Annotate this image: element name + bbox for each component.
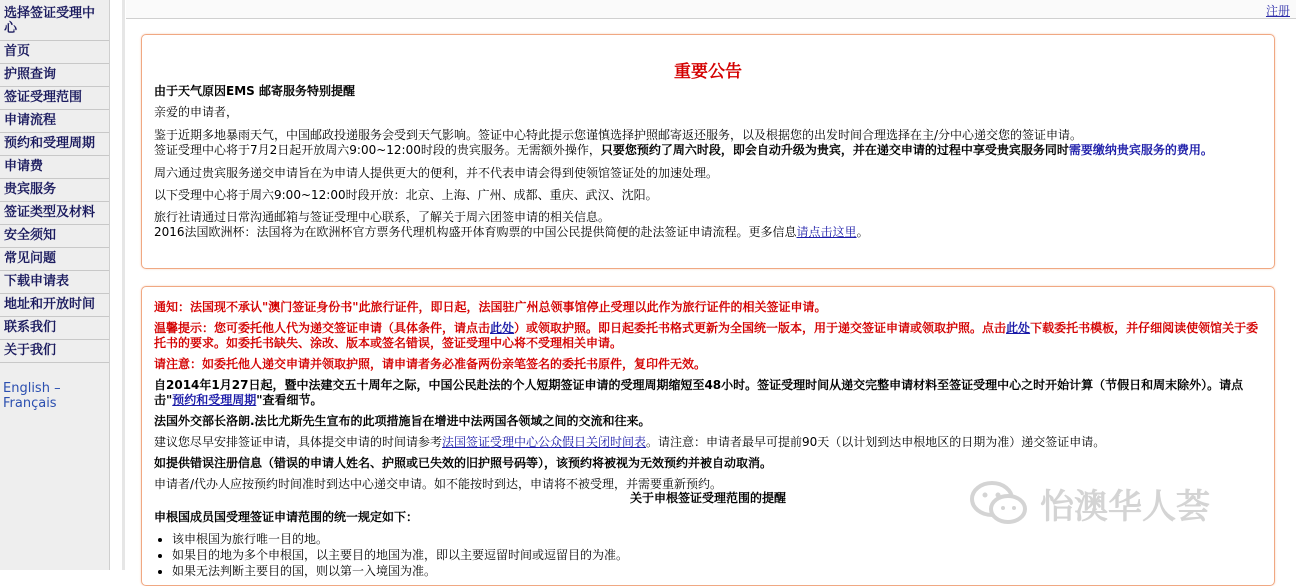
register-link[interactable]: 注册 bbox=[1265, 4, 1290, 18]
saturday-service bbox=[154, 143, 1262, 158]
sidebar-item-process[interactable]: 申请流程 bbox=[0, 110, 109, 133]
advise-a: 建议您尽早安排签证申请，具体提交申请的时间请参考 bbox=[154, 435, 443, 449]
scope-title: 关于申根签证受理范围的提醒 bbox=[629, 491, 786, 505]
list-item: • 该申根国为旅行唯一目的地。 bbox=[172, 531, 1262, 547]
tip-a: 温馨提示：您可委托他人代为递交签证申请（具体条件，请点击 bbox=[154, 321, 491, 335]
saturday-cities: 以下受理中心将于周六9:00~12:00时段开放：北京、上海、广州、成都、重庆、武汉、沈阳。 bbox=[154, 188, 658, 202]
wechat-icon bbox=[968, 479, 1030, 527]
watermark-text: 怡澳华人荟 bbox=[1040, 486, 1210, 527]
holiday-advice bbox=[154, 435, 1262, 450]
visa-notice-box bbox=[141, 286, 1275, 586]
list-item: • 如果无法判断主要目的国，则以第一入境国为准。 bbox=[172, 563, 1262, 579]
tip-b: ）或领取护照。即日起委托书格式更新为全国统一版本，用于递交签证申请或领取护照。点击 bbox=[514, 321, 1007, 335]
sidebar-item-passport-query[interactable]: 护照查询 bbox=[0, 64, 109, 87]
sidebar-item-address[interactable]: 地址和开放时间 bbox=[0, 294, 109, 317]
lang-french-link[interactable]: Français bbox=[3, 396, 57, 411]
greeting: 亲爱的申请者， bbox=[154, 105, 239, 119]
sidebar-item-contact[interactable]: 联系我们 bbox=[0, 317, 109, 340]
euro-end: 。 bbox=[856, 225, 869, 239]
sidebar-item-visa-scope[interactable]: 签证受理范围 bbox=[0, 87, 109, 110]
on-time-note: 申请者/代办人应按预约时间准时到达中心递交申请。如不能按时到达，申请将不被受理，并需要重新预约。 bbox=[154, 477, 723, 491]
sidebar-item-home[interactable]: 首页 bbox=[0, 41, 109, 64]
holiday-schedule-link[interactable]: 法国签证受理中心公众假日关闭时间表 bbox=[442, 435, 647, 449]
lang-english-link[interactable]: English bbox=[3, 381, 50, 396]
sidebar-item-safety[interactable]: 安全须知 bbox=[0, 225, 109, 248]
processing-period bbox=[154, 378, 1262, 408]
tip-c: 下载委托书模板，并仔细阅读使领馆关于委托书的要求。如委托书缺失、涂改、版本或签名错误，签证受理中心将不受理相关申请。 bbox=[154, 321, 1259, 350]
saturday-p1: 签证受理中心将于7月2日起开放周六9:00~12:00时段的贵宾服务。无需额外操作， bbox=[154, 143, 601, 157]
saturday-purpose: 周六通过贵宾服务递交申请旨在为申请人提供更大的便利，并不代表申请会得到使领馆签证处的加速处理。 bbox=[154, 166, 719, 180]
lang-separator: – bbox=[49, 381, 61, 396]
column-divider bbox=[122, 0, 125, 570]
agency-note: 旅行社请通过日常沟通邮箱与签证受理中心联系，了解关于周六团签申请的相关信息。 bbox=[154, 210, 611, 224]
macau-notice: 通知：法国现不承认"澳门签证身份书"此旅行证件，即日起，法国驻广州总领事馆停止受理以此作为旅行证件的相关签证申请。 bbox=[154, 300, 827, 314]
euro-text: 2016法国欧洲杯：法国将为在欧洲杯官方票务代理机构盛开体育购票的中国公民提供简便的赴法签证申请流程。更多信息 bbox=[154, 225, 797, 239]
watermark bbox=[968, 478, 1268, 528]
scope-list bbox=[172, 531, 1262, 579]
period-a: 自2014年1月27日起，暨中法建交五十周年之际，中国公民赴法的个人短期签证申请的受理周期缩短至48小时。签证受理时间从递交完整申请材料至签证受理中心之时开始计算（节假日和周末除外）。请点击" bbox=[154, 378, 1244, 407]
sidebar-item-visa-types[interactable]: 签证类型及材料 bbox=[0, 202, 109, 225]
ems-heading: 由于天气原因EMS 邮寄服务特别提醒 bbox=[154, 84, 355, 98]
proxy-tip bbox=[154, 321, 1262, 351]
saturday-p3: 需要缴纳贵宾服务的费用。 bbox=[1068, 143, 1213, 157]
sidebar-item-vip[interactable]: 贵宾服务 bbox=[0, 179, 109, 202]
advise-b: 。请注意：申请者最早可提前90天（以计划到达申根地区的日期为准）递交签证申请。 bbox=[646, 435, 1106, 449]
list-item: • 如果目的地为多个申根国，以主要目的地国为准，即以主要逗留时间或逗留目的为准。 bbox=[172, 547, 1262, 563]
sidebar-item-appointment[interactable]: 预约和受理周期 bbox=[0, 133, 109, 156]
sidebar-header: 选择签证受理中心 bbox=[0, 0, 109, 41]
tip-link-conditions[interactable]: 此处 bbox=[490, 321, 515, 335]
sidebar-item-faq[interactable]: 常见问题 bbox=[0, 248, 109, 271]
sidebar bbox=[0, 0, 110, 570]
fabius-note: 法国外交部长洛朗.法比尤斯先生宣布的此项措施旨在增进中法两国各领域之间的交流和往来。 bbox=[154, 414, 651, 428]
euro-cup-note bbox=[154, 225, 1262, 240]
scope-rule: 申根国成员国受理签证申请范围的统一规定如下： bbox=[154, 510, 419, 524]
tip-link-download[interactable]: 此处 bbox=[1006, 321, 1031, 335]
language-switcher bbox=[0, 363, 109, 411]
sidebar-item-fees[interactable]: 申请费 bbox=[0, 156, 109, 179]
notice-title: 重要公告 bbox=[674, 62, 742, 82]
period-b: "查看细节。 bbox=[256, 393, 323, 407]
proxy-note: 请注意：如委托他人递交申请并领取护照，请申请者务必准备两份亲笔签名的委托书原件，复印件无效。 bbox=[154, 357, 707, 371]
sidebar-item-about[interactable]: 关于我们 bbox=[0, 340, 109, 363]
top-bar bbox=[126, 0, 1296, 19]
saturday-p2: 只要您预约了周六时段，即会自动升级为贵宾，并在递交申请的过程中享受贵宾服务同时 bbox=[600, 143, 1069, 157]
period-link[interactable]: 预约和受理周期 bbox=[172, 393, 257, 407]
wrong-info-warning: 如提供错误注册信息（错误的申请人姓名、护照或已失效的旧护照号码等），该预约将被视为无效预约并被自动取消。 bbox=[154, 456, 773, 470]
important-notice-box bbox=[141, 34, 1275, 269]
ems-text: 鉴于近期多地暴雨天气，中国邮政投递服务会受到天气影响。签证中心特此提示您谨慎选择护照邮寄返还服务，以及根据您的出发时间合理选择在主/分中心递交您的签证申请。 bbox=[154, 128, 1083, 142]
euro-link[interactable]: 请点击这里 bbox=[796, 225, 857, 239]
sidebar-item-download[interactable]: 下载申请表 bbox=[0, 271, 109, 294]
